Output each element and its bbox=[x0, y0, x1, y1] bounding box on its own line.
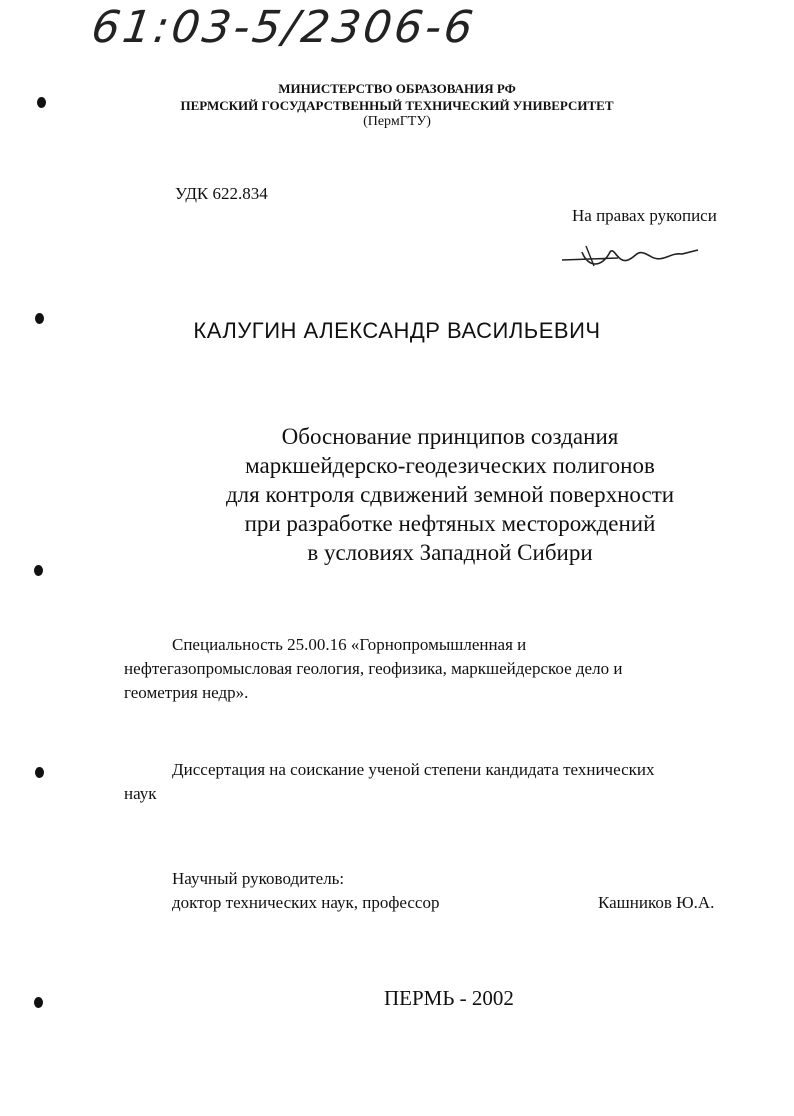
signature bbox=[558, 238, 708, 274]
title-line: при разработке нефтяных месторождений bbox=[244, 511, 656, 536]
specialty-line: Специальность 25.00.16 «Горнопромышленная и bbox=[172, 635, 527, 654]
binding-hole-mark bbox=[37, 97, 46, 108]
supervisor-name: Кашников Ю.А. bbox=[598, 893, 715, 912]
binding-hole-mark bbox=[35, 313, 44, 324]
title-line: Обоснование принципов создания bbox=[281, 424, 619, 449]
binding-hole-mark bbox=[34, 997, 43, 1008]
supervisor-row bbox=[172, 891, 732, 915]
binding-hole-mark bbox=[34, 565, 43, 576]
author-name: КАЛУГИН АЛЕКСАНДР ВАСИЛЬЕВИЧ bbox=[193, 318, 601, 343]
supervisor-block bbox=[172, 867, 732, 915]
manuscript-rights: На правах рукописи bbox=[572, 206, 717, 225]
university-header: ПЕРМСКИЙ ГОСУДАРСТВЕННЫЙ ТЕХНИЧЕСКИЙ УНИВЕРСИТЕТ bbox=[180, 98, 614, 113]
specialty-block bbox=[124, 633, 684, 705]
specialty-line: нефтегазопромысловая геология, геофизика, маркшейдерское дело и bbox=[124, 659, 623, 678]
dissertation-line: наук bbox=[124, 784, 157, 803]
university-abbreviation: (ПермГТУ) bbox=[363, 114, 431, 129]
ministry-header: МИНИСТЕРСТВО ОБРАЗОВАНИЯ РФ bbox=[278, 81, 516, 96]
title-line: для контроля сдвижений земной поверхности bbox=[225, 482, 675, 507]
supervisor-degree: доктор технических наук, профессор bbox=[172, 893, 440, 912]
supervisor-label: Научный руководитель: bbox=[172, 869, 345, 888]
specialty-line: геометрия недр». bbox=[124, 683, 249, 702]
city-year: ПЕРМЬ - 2002 bbox=[384, 986, 514, 1010]
dissertation-line: Диссертация на соискание ученой степени кандидата технических bbox=[172, 760, 655, 779]
title-line: маркшейдерско-геодезических полигонов bbox=[245, 453, 655, 478]
title-line: в условиях Западной Сибири bbox=[307, 540, 593, 565]
archive-number-handwritten: 61:03-5/2306-6 bbox=[88, 2, 479, 53]
binding-hole-mark bbox=[35, 767, 44, 778]
udk-code: УДК 622.834 bbox=[175, 184, 268, 203]
dissertation-statement bbox=[124, 758, 714, 806]
dissertation-title bbox=[150, 422, 750, 567]
